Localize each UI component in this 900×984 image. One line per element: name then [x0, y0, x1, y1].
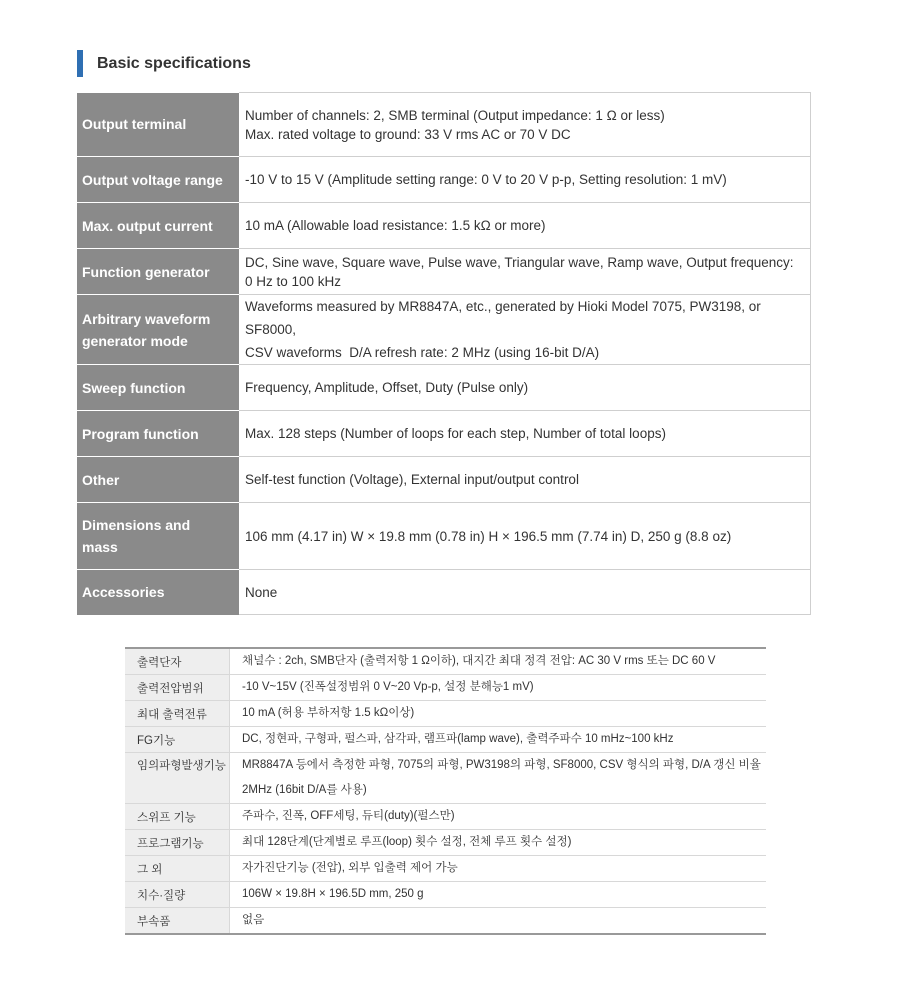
spec-value-line: 106 mm (4.17 in) W × 19.8 mm (0.78 in) H × 196.5 mm (7.74 in) D, 250 g (8.8 oz)	[245, 528, 732, 544]
kr-spec-row	[125, 648, 766, 675]
spec-row-output-voltage-range	[77, 157, 811, 203]
spec-value	[239, 365, 811, 411]
kr-spec-value: 106W × 19.8H × 196.5D mm, 250 g	[230, 882, 767, 908]
spec-value-line: Waveforms measured by MR8847A, etc., generated by Hioki Model 7075, PW3198, or SF8000,	[245, 299, 761, 337]
kr-spec-value	[230, 753, 767, 804]
spec-value-line: None	[245, 584, 278, 600]
spec-label-line: generator mode	[82, 332, 188, 349]
kr-spec-value-line: 2MHz (16bit D/A를 사용)	[242, 784, 367, 796]
kr-spec-value: 채널수 : 2ch, SMB단자 (출력저항 1 Ω이하), 대지간 최대 정격 전압: AC 30 V rms 또는 DC 60 V	[230, 648, 767, 675]
kr-spec-label: 스위프 기능	[125, 804, 230, 830]
kr-spec-label: 출력전압범위	[125, 675, 230, 701]
kr-spec-value: 없음	[230, 908, 767, 935]
kr-spec-label: 치수·질량	[125, 882, 230, 908]
spec-row-output-terminal	[77, 93, 811, 157]
spec-value-line: -10 V to 15 V (Amplitude setting range: 0 V to 20 V p-p, Setting resolution: 1 mV)	[245, 172, 727, 187]
spec-row-other	[77, 457, 811, 503]
spec-value	[239, 295, 811, 365]
kr-spec-row	[125, 882, 766, 908]
spec-value	[239, 457, 811, 503]
spec-label: Output voltage range	[77, 157, 239, 203]
spec-row-arbitrary-waveform	[77, 295, 811, 365]
spec-row-program-function	[77, 411, 811, 457]
spec-label: Sweep function	[77, 365, 239, 411]
spec-row-function-generator	[77, 249, 811, 295]
spec-label: Other	[77, 457, 239, 503]
spec-value-line: Self-test function (Voltage), External input/output control	[245, 472, 579, 487]
kr-spec-label: 부속품	[125, 908, 230, 935]
spec-value	[239, 203, 811, 249]
spec-row-accessories	[77, 570, 811, 615]
spec-row-max-output-current	[77, 203, 811, 249]
spec-value-line: Max. rated voltage to ground: 33 V rms AC or 70 V DC	[245, 126, 571, 142]
spec-value	[239, 570, 811, 615]
spec-value-line: Number of channels: 2, SMB terminal (Output impedance: 1 Ω or less)	[245, 107, 665, 123]
spec-label: Max. output current	[77, 203, 239, 249]
spec-label-line: Arbitrary waveform	[82, 310, 211, 327]
kr-spec-row	[125, 908, 766, 935]
spec-value-line: DC, Sine wave, Square wave, Pulse wave, Triangular wave, Ramp wave, Output frequency:	[245, 254, 794, 270]
spec-label: Accessories	[77, 570, 239, 615]
spec-label-line: mass	[82, 539, 118, 555]
kr-spec-row	[125, 727, 766, 753]
kr-spec-value: 10 mA (허용 부하저항 1.5 kΩ이상)	[230, 701, 767, 727]
kr-spec-value: 자가진단기능 (전압), 외부 입출력 제어 가능	[230, 856, 767, 882]
spec-value-line: CSV waveforms D/A refresh rate: 2 MHz (using 16-bit D/A)	[245, 345, 600, 360]
spec-row-sweep-function	[77, 365, 811, 411]
kr-spec-label: 출력단자	[125, 648, 230, 675]
korean-specifications-table	[125, 647, 766, 935]
spec-row-dimensions-mass	[77, 503, 811, 570]
spec-value	[239, 93, 811, 157]
spec-value-line: Frequency, Amplitude, Offset, Duty (Pulse only)	[245, 380, 529, 395]
kr-spec-value: 최대 128단계(단계별로 루프(loop) 횟수 설정, 전체 루프 횟수 설정)	[230, 830, 767, 856]
spec-label	[77, 503, 239, 570]
section-heading	[77, 50, 251, 77]
heading-accent-bar	[77, 50, 83, 77]
kr-spec-row	[125, 675, 766, 701]
kr-spec-label: 프로그램기능	[125, 830, 230, 856]
spec-value	[239, 157, 811, 203]
kr-spec-value: -10 V~15V (진폭설정범위 0 V~20 Vp-p, 설정 분해능1 mV)	[230, 675, 767, 701]
spec-value	[239, 249, 811, 295]
basic-specifications-table	[77, 92, 811, 615]
kr-spec-row	[125, 830, 766, 856]
kr-spec-label: 최대 출력전류	[125, 701, 230, 727]
section-title: Basic specifications	[97, 54, 251, 72]
kr-spec-row	[125, 701, 766, 727]
kr-spec-row	[125, 753, 766, 804]
spec-value	[239, 503, 811, 570]
kr-spec-value-line: MR8847A 등에서 측정한 파형, 7075의 파형, PW3198의 파형, SF8000, CSV 형식의 파형, D/A 갱신 비율	[242, 759, 761, 771]
kr-spec-value: 주파수, 진폭, OFF세팅, 듀티(duty)(펄스만)	[230, 804, 767, 830]
spec-value	[239, 411, 811, 457]
spec-label: Output terminal	[77, 93, 239, 157]
kr-spec-value: DC, 정현파, 구형파, 펄스파, 삼각파, 램프파(lamp wave), 출력주파수 10 mHz~100 kHz	[230, 727, 767, 753]
spec-value-line: Max. 128 steps (Number of loops for each step, Number of total loops)	[245, 426, 666, 441]
kr-spec-label: 그 외	[125, 856, 230, 882]
spec-label-line: Dimensions and	[82, 517, 191, 533]
kr-spec-label: FG기능	[125, 727, 230, 753]
spec-label: Program function	[77, 411, 239, 457]
spec-value-line: 0 Hz to 100 kHz	[245, 273, 342, 289]
spec-label	[77, 295, 239, 365]
spec-label: Function generator	[77, 249, 239, 295]
spec-value-line: 10 mA (Allowable load resistance: 1.5 kΩ or more)	[245, 218, 546, 233]
kr-spec-row	[125, 856, 766, 882]
kr-spec-row	[125, 804, 766, 830]
kr-spec-label: 임의파형발생기능	[125, 753, 230, 804]
